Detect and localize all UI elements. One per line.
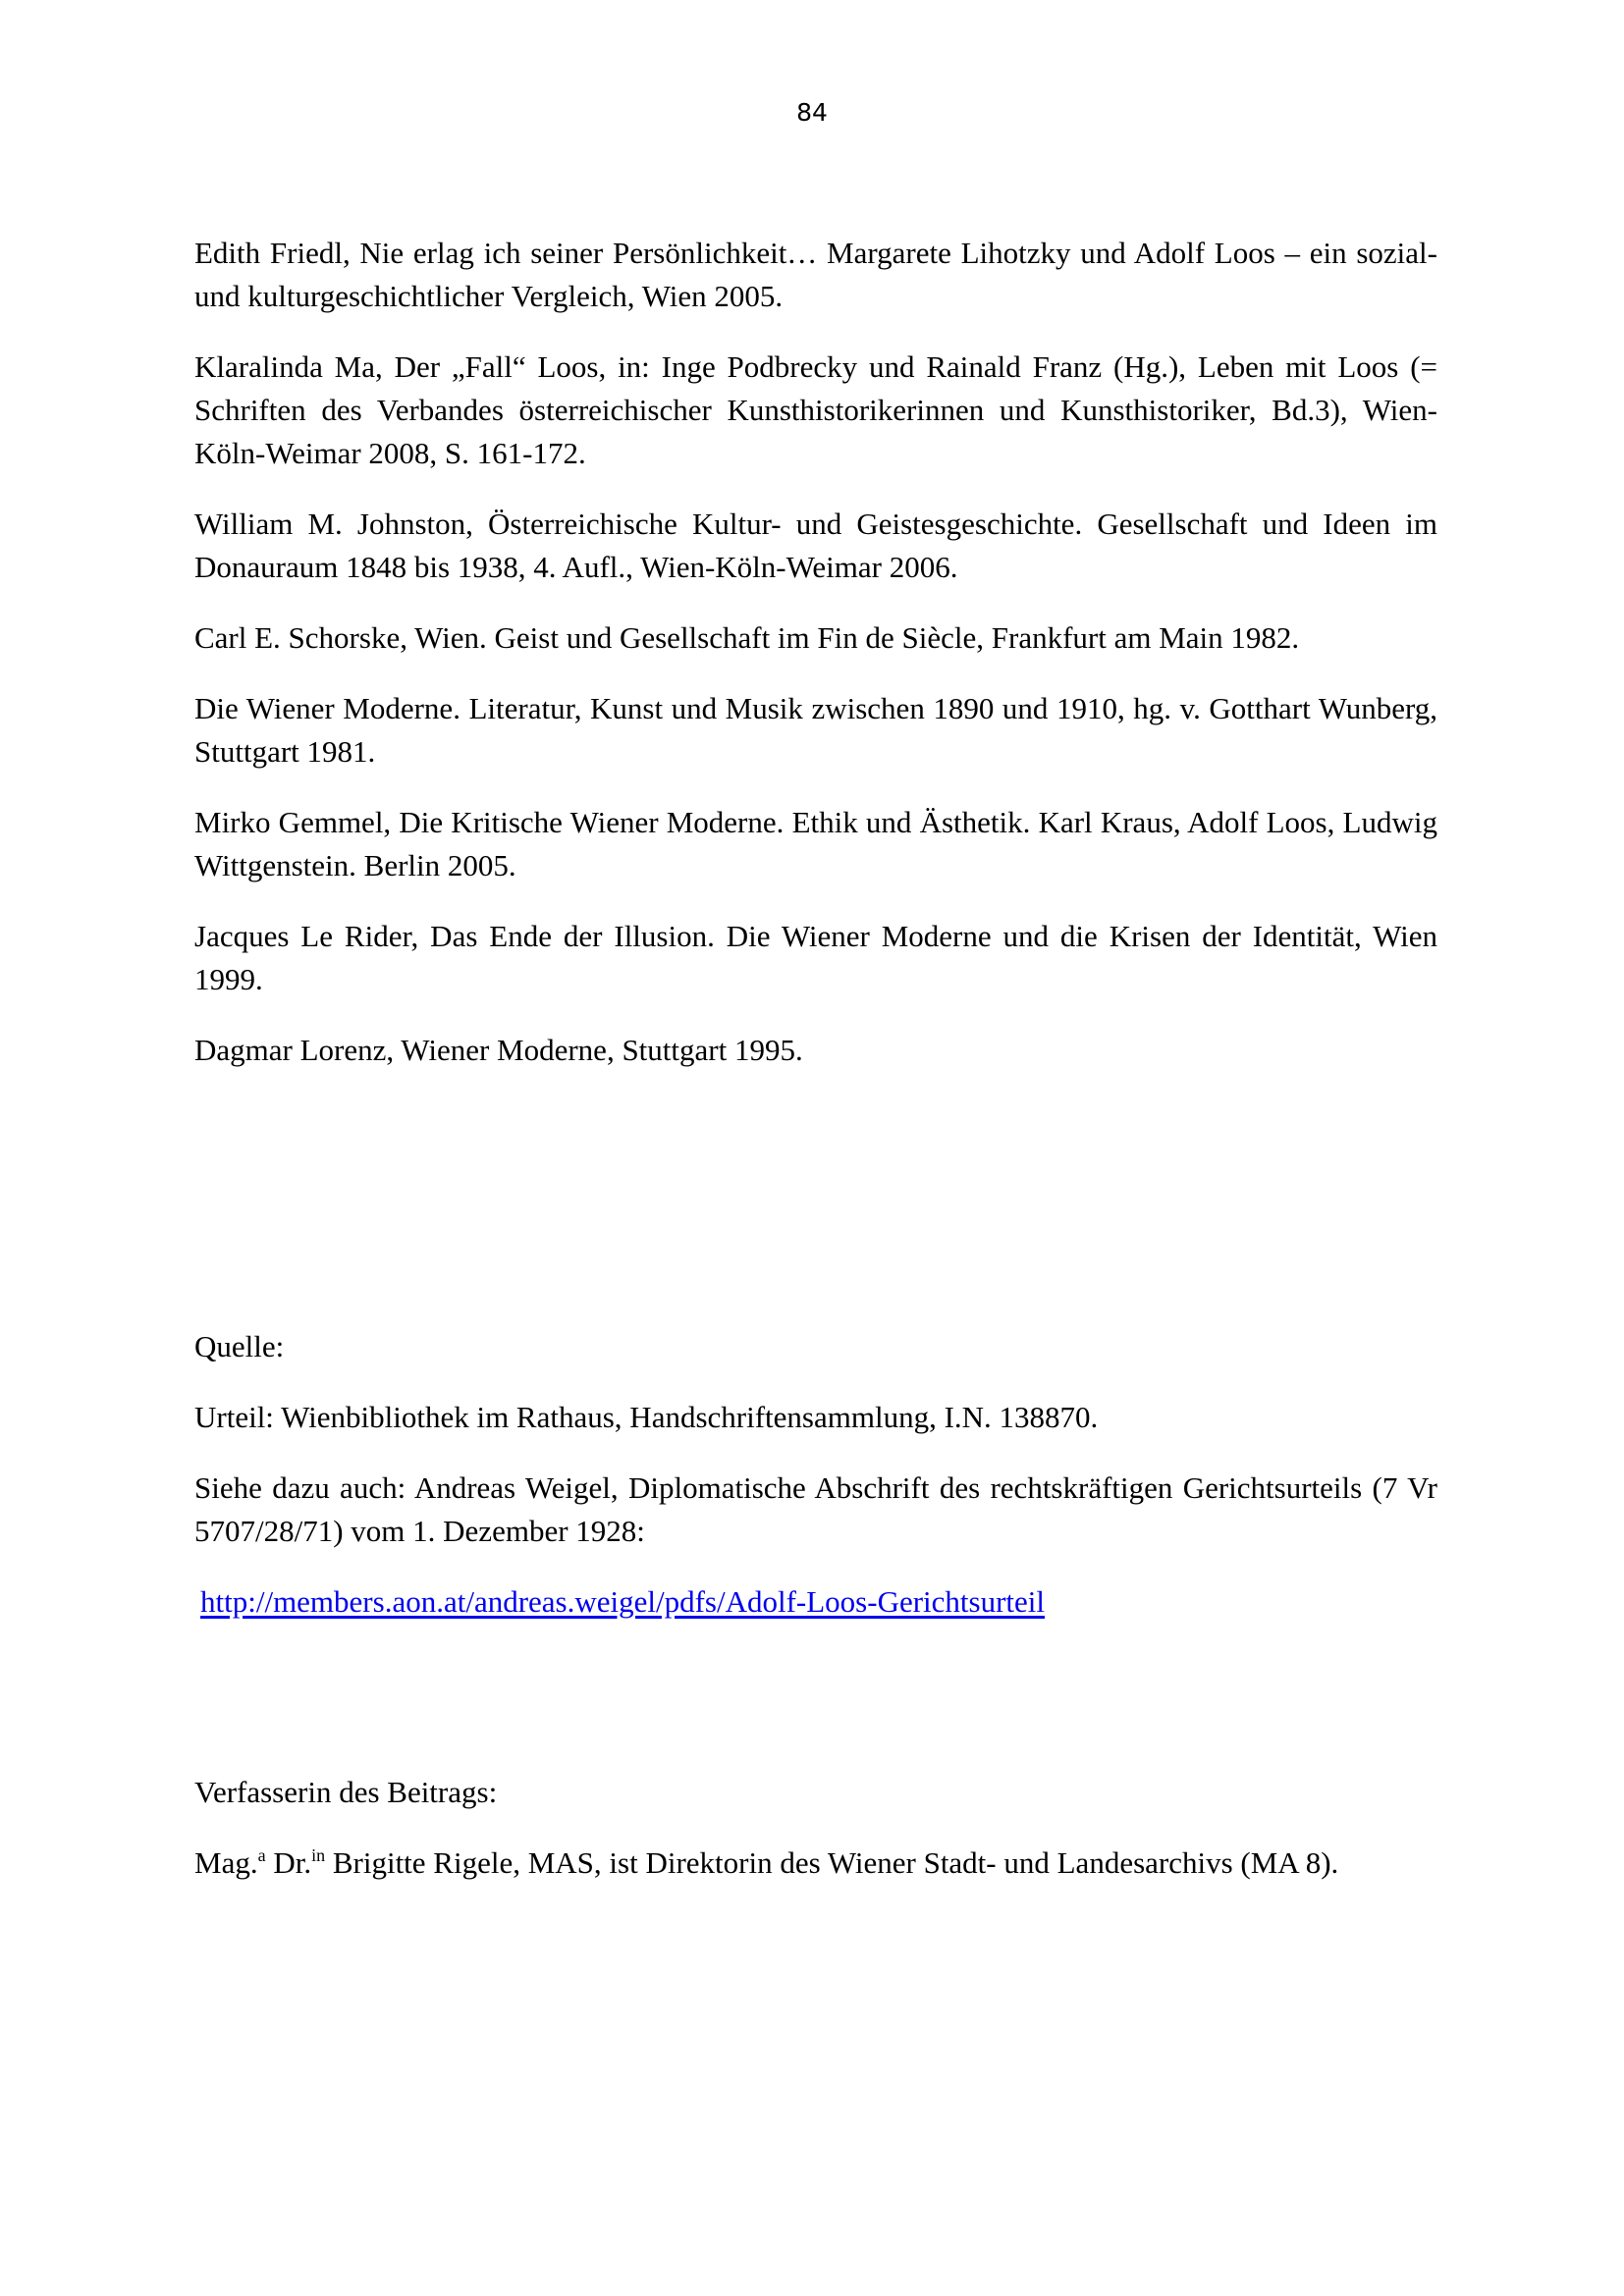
reference-entry: William M. Johnston, Österreichische Kultur- und Geistesgeschichte. Gesellschaft und Ideen im Donauraum 1848 bis 1938, 4. Aufl., Wien-Köln-Weimar 2006. bbox=[194, 507, 1437, 584]
reference-entry: Klaralinda Ma, Der „Fall“ Loos, in: Inge Podbrecky und Rainald Franz (Hg.), Leben mit Loos (= Schriften des Verbandes österreichischer Kunsthistorikerinnen und Kunsthistoriker, Bd.3), Wien-Köln-Weimar 2008, S. 161-172. bbox=[194, 349, 1437, 470]
source-heading: Quelle: bbox=[194, 1329, 285, 1363]
page-number: 84 bbox=[796, 98, 828, 127]
reference-entry: Die Wiener Moderne. Literatur, Kunst und Musik zwischen 1890 und 1910, hg. v. Gotthart Wunberg, Stuttgart 1981. bbox=[194, 691, 1437, 769]
author-heading: Verfasserin des Beitrags: bbox=[194, 1775, 498, 1809]
reference-entry: Dagmar Lorenz, Wiener Moderne, Stuttgart 1995. bbox=[194, 1033, 803, 1067]
reference-entry: Mirko Gemmel, Die Kritische Wiener Moderne. Ethik und Ästhetik. Karl Kraus, Adolf Loos, Ludwig Wittgenstein. Berlin 2005. bbox=[194, 805, 1437, 882]
bibliography bbox=[194, 232, 1437, 1072]
reference-entry: Jacques Le Rider, Das Ende der Illusion. Die Wiener Moderne und die Krisen der Identität, Wien 1999. bbox=[194, 919, 1437, 996]
source-link[interactable]: http://members.aon.at/andreas.weigel/pdfs/Adolf-Loos-Gerichtsurteil bbox=[200, 1584, 1046, 1619]
source-verdict: Urteil: Wienbibliothek im Rathaus, Handschriftensammlung, I.N. 138870. bbox=[194, 1400, 1099, 1434]
source-section bbox=[194, 1325, 1437, 1624]
author-description-paragraph bbox=[194, 1842, 1437, 1885]
author-title-mag-sup: a bbox=[257, 1845, 266, 1865]
author-section bbox=[194, 1771, 1437, 1885]
source-see-also: Siehe dazu auch: Andreas Weigel, Diplomatische Abschrift des rechtskräftigen Gerichtsurteils (7 Vr 5707/28/71) vom 1. Dezember 1928: bbox=[194, 1470, 1437, 1548]
author-description: Brigitte Rigele, MAS, ist Direktorin des Wiener Stadt- und Landesarchivs (MA 8). bbox=[332, 1845, 1339, 1880]
author-title-dr-sup: in bbox=[311, 1845, 326, 1865]
author-title-dr: Dr. bbox=[273, 1845, 312, 1880]
author-title-mag: Mag. bbox=[194, 1845, 258, 1880]
spacer bbox=[194, 1099, 1437, 1325]
reference-entry: Carl E. Schorske, Wien. Geist und Gesellschaft im Fin de Siècle, Frankfurt am Main 1982. bbox=[194, 620, 1300, 655]
page-content bbox=[194, 232, 1437, 1912]
source-link-line bbox=[200, 1580, 1437, 1624]
spacer bbox=[194, 1624, 1437, 1771]
reference-entry: Edith Friedl, Nie erlag ich seiner Persönlichkeit… Margarete Lihotzky und Adolf Loos – ein sozial- und kulturgeschichtlicher Vergleich, Wien 2005. bbox=[194, 236, 1437, 313]
